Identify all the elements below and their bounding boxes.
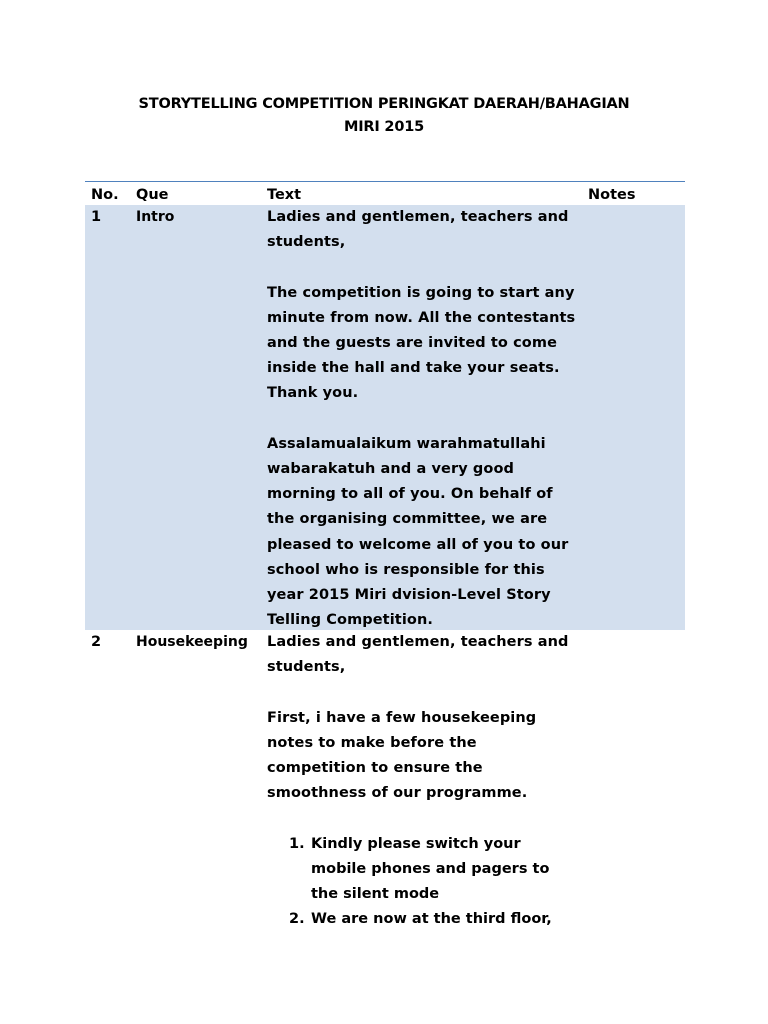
title-line-2: MIRI 2015 <box>344 119 424 135</box>
list-item-text: We are now at the third floor, <box>311 911 552 928</box>
list-item-text: Kindly please switch your mobile phones and pagers to the silent mode <box>311 835 550 902</box>
row-cue: Intro <box>136 209 175 225</box>
header-no: No. <box>91 187 119 203</box>
document-title <box>0 93 768 139</box>
text-paragraph: Ladies and gentlemen, teachers and students, <box>267 209 569 251</box>
list-marker: 1. <box>289 835 305 852</box>
housekeeping-list <box>267 832 587 933</box>
row-cue: Housekeeping <box>136 634 248 650</box>
row-text <box>267 630 587 932</box>
header-notes: Notes <box>588 187 636 203</box>
text-paragraph: First, i have a few housekeeping notes to make before the competition to ensure the smoothness of our programme. <box>267 709 537 802</box>
list-item <box>267 832 587 908</box>
text-paragraph: Ladies and gentlemen, teachers and students, <box>267 634 569 676</box>
table-header-row <box>85 182 685 205</box>
text-paragraph: Assalamualaikum warahmatullahi wabarakatuh and a very good morning to all of you. On behalf of the organising committee, we are pleased to welcome all of you to our school who is responsible for this year 2015 Miri dvision-Level Story Telling Competition. <box>267 435 569 629</box>
header-text: Text <box>267 187 302 203</box>
list-item <box>267 907 587 932</box>
table-row <box>85 630 685 948</box>
table-row <box>85 205 685 630</box>
text-paragraph: The competition is going to start any minute from now. All the contestants and the guests are invited to come inside the hall and take your seats. Thank you. <box>267 284 576 402</box>
row-number: 1 <box>91 209 102 225</box>
title-line-1: STORYTELLING COMPETITION PERINGKAT DAERAH/BAHAGIAN <box>138 96 630 112</box>
header-que: Que <box>136 187 169 203</box>
row-number: 2 <box>91 634 102 650</box>
row-text <box>267 205 587 633</box>
list-marker: 2. <box>289 911 305 928</box>
script-table <box>85 181 685 948</box>
